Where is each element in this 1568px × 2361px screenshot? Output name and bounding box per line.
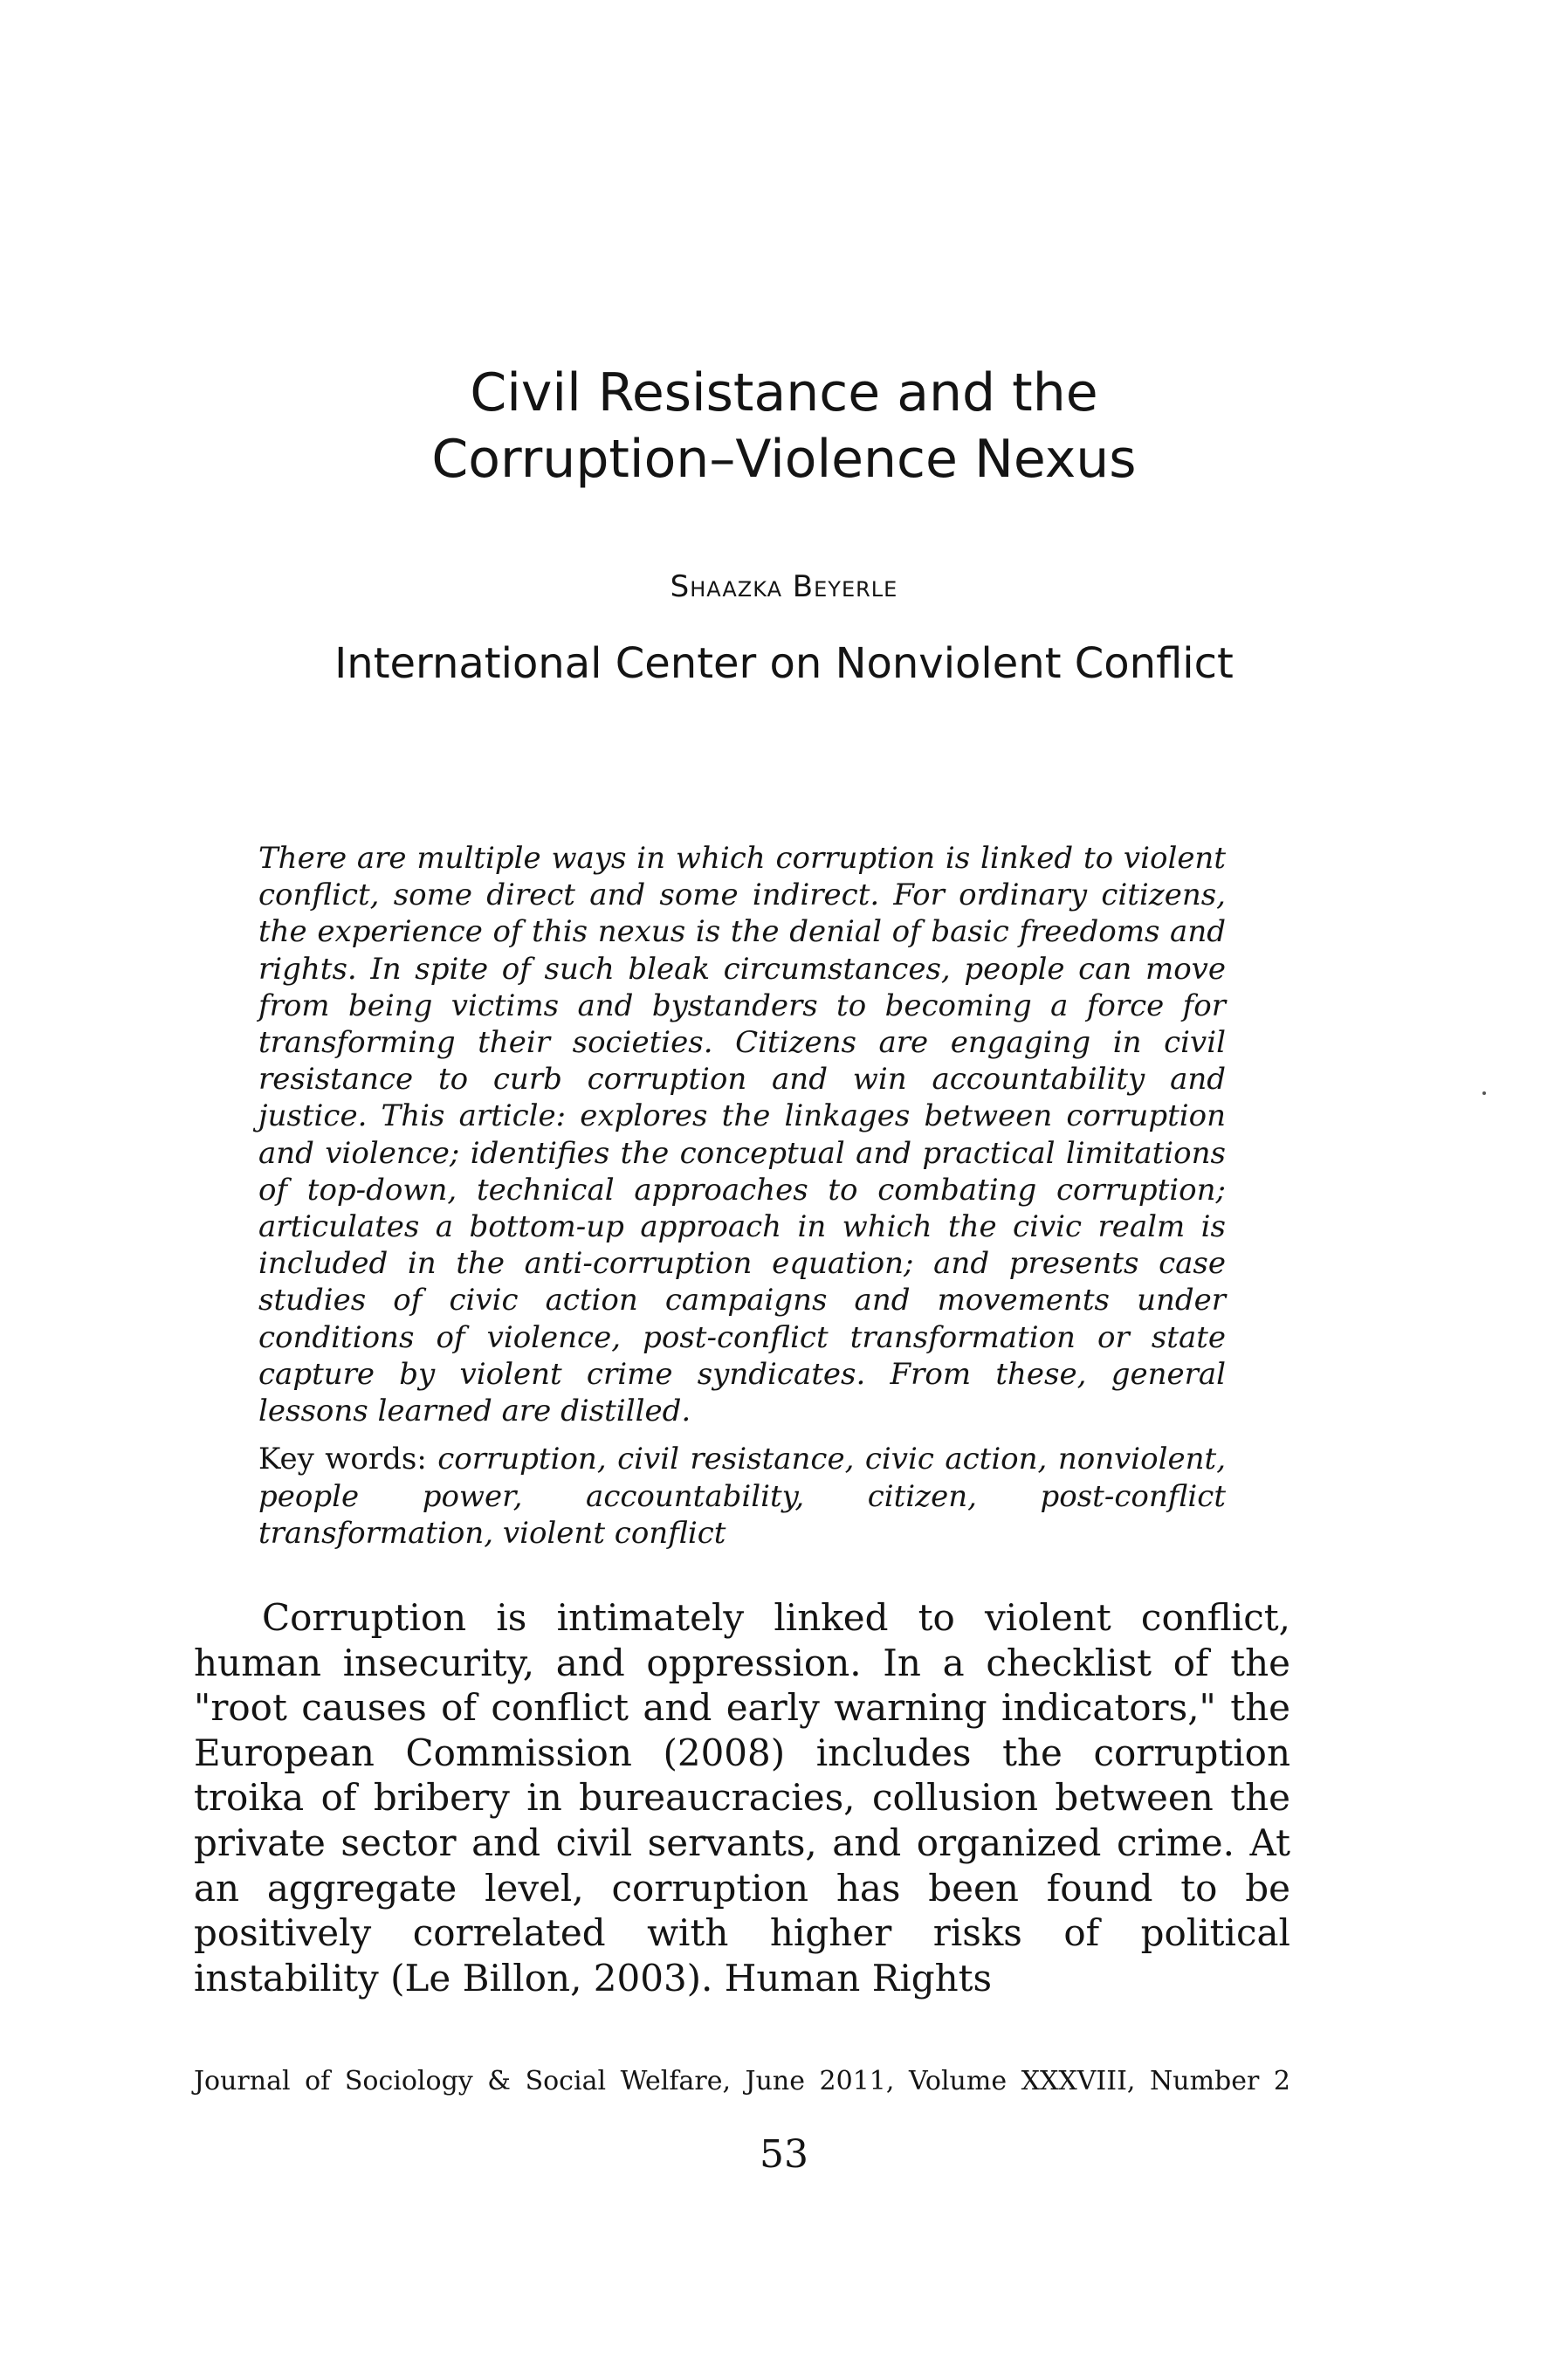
page-number: 53 [760,2132,808,2177]
author-affiliation: International Center on Nonviolent Conflict [334,639,1234,688]
article-title [0,360,1568,492]
keywords [258,1441,1226,1552]
article-title-line-2: Corruption–Violence Nexus [431,429,1137,490]
article-title-line-1: Civil Resistance and the [470,362,1098,423]
keywords-label: Key words: [258,1442,427,1476]
keywords-terms: corruption, civil resistance, civic action, nonviolent, people power, accountability, citizen, post-conflict transformation, violent conflict [258,1442,1227,1551]
abstract: There are multiple ways in which corruption is linked to violent conflict, some direct and some indirect. For ordinary citizens, the experience of this nexus is the denial of basic freedoms and rights. In spite of such bleak circumstances, people can move from being victims and bystanders to becoming a force for transforming their societies. Citizens are engaging in civil resistance to curb corruption and win accountability and justice. This article: explores the linkages between corruption and violence; identifies the conceptual and practical limitations of top-down, technical approaches to combating corruption; articulates a bottom-up approach in which the civic realm is included in the anti-corruption equation; and presents case studies of civic action campaigns and movements under conditions of violence, post-conflict transformation or state capture by violent crime syndicates. From these, general lessons learned are distilled. [258,841,1226,1429]
scan-speck [1482,1091,1486,1095]
body-paragraph: Corruption is intimately linked to violent conflict, human insecurity, and oppression. In a checklist of the "root causes of conflict and early warning indicators," the European Commission (2008) includes the corruption troika of bribery in bureaucracies, collusion between the private sector and civil servants, and organized crime. At an aggregate level, corruption has been found to be positively correlated with higher risks of political instability (Le Billon, 2003). Human Rights [194,1596,1290,2000]
journal-citation: Journal of Sociology & Social Welfare, June 2011, Volume XXXVIII, Number 2 [194,2066,1290,2096]
author-name: Shaazka Beyerle [670,569,898,604]
